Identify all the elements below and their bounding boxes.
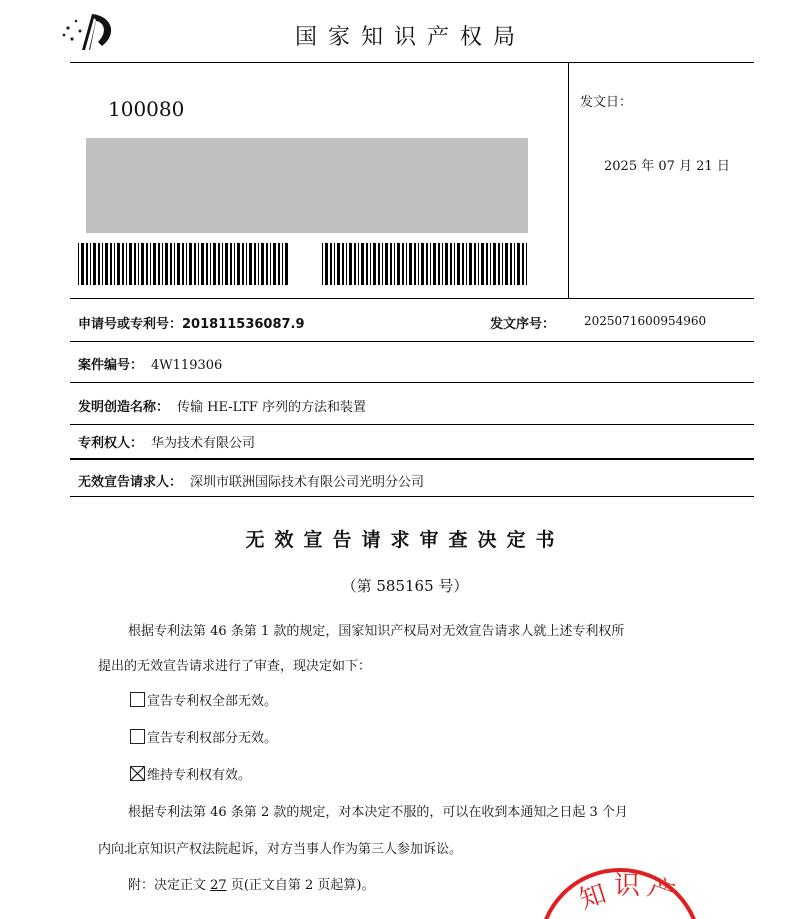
fields-rule-top [70, 298, 754, 299]
requester-row [78, 471, 424, 490]
barcode-bar [206, 243, 208, 285]
barcode-bar [522, 243, 524, 285]
application-number-value: 201811536087.9 [182, 317, 305, 332]
barcode-bar [237, 243, 240, 285]
barcode-bar [469, 243, 472, 285]
barcode-bar [474, 243, 476, 285]
barcode-bar [514, 243, 515, 285]
barcode-bar [266, 243, 268, 285]
barcode-bar [273, 243, 276, 285]
barcode-bar [433, 243, 436, 285]
barcode-bar [382, 243, 383, 285]
barcode-bar [510, 243, 512, 285]
cnipa-logo [58, 8, 120, 56]
dispatch-date-label: 发文日： [580, 95, 633, 110]
barcode-bar [182, 243, 184, 285]
checkbox-invalid-all [130, 692, 145, 707]
option-maintain [130, 764, 251, 783]
barcode-bar [390, 243, 392, 285]
para2-line1: 根据专利法第 46 条第 2 款的规定，对本决定不服的，可以在收到本通知之日起 3 个月 [128, 805, 628, 820]
barcode-bar [122, 243, 124, 285]
barcode-left [78, 243, 288, 285]
barcode-bar [445, 243, 448, 285]
patentee-value: 华为技术有限公司 [151, 436, 256, 451]
dispatch-seq-label: 发文序号： [490, 317, 556, 332]
barcode-bar [397, 243, 400, 285]
barcode-bar [366, 243, 368, 285]
barcode-bar [186, 243, 187, 285]
attachment-note [128, 874, 375, 893]
dispatch-seq-value: 2025071600954960 [584, 314, 707, 328]
barcode-bar [189, 243, 192, 285]
barcode-bar [126, 243, 127, 285]
fields-rule-3 [70, 424, 754, 425]
barcode-bar [138, 243, 139, 285]
barcode-bar [254, 243, 256, 285]
barcode-bar [358, 243, 359, 285]
barcode-bar [213, 243, 216, 285]
barcode-bar [505, 243, 508, 285]
barcode-bar [150, 243, 151, 285]
case-number-value: 4W119306 [151, 358, 223, 373]
invention-name-label: 发明创造名称： [78, 400, 170, 415]
barcode-bar [349, 243, 352, 285]
fields-rule-1 [70, 341, 754, 342]
svg-text:识: 识 [614, 871, 641, 901]
barcode-bar [426, 243, 428, 285]
barcode-bar [222, 243, 223, 285]
option-maintain-label: 维持专利权有效。 [147, 768, 252, 783]
barcode-bar [234, 243, 235, 285]
barcode-bar [526, 243, 527, 285]
barcode-bar [141, 243, 144, 285]
barcode-bar [354, 243, 356, 285]
barcode-bar [170, 243, 172, 285]
barcode-bar [134, 243, 136, 285]
barcode-bar [114, 243, 115, 285]
attachment-pages: 27 [210, 878, 227, 893]
option-invalid-all-label: 宣告专利权全部无效。 [147, 694, 278, 709]
redacted-address-block [86, 138, 528, 233]
barcode-bar [478, 243, 479, 285]
barcode-right [322, 243, 530, 285]
barcode-bar [454, 243, 455, 285]
svg-text:产: 产 [643, 872, 679, 910]
fields-rule-bottom [70, 496, 754, 497]
barcode-bar [146, 243, 148, 285]
barcode-bar [174, 243, 175, 285]
barcode-bar [117, 243, 120, 285]
barcode-bar [502, 243, 503, 285]
barcode-bar [486, 243, 488, 285]
barcode-bar [81, 243, 84, 285]
barcode-bar [418, 243, 419, 285]
checkbox-invalid-part [130, 729, 145, 744]
barcode-bar [466, 243, 467, 285]
barcode-bar [230, 243, 232, 285]
barcode-bar [153, 243, 156, 285]
barcode-bar [93, 243, 96, 285]
header-divider [568, 62, 569, 298]
barcode-bar [517, 243, 520, 285]
option-invalid-part [130, 727, 277, 746]
barcode-bar [378, 243, 380, 285]
barcode-bar [198, 243, 199, 285]
barcode-bar [337, 243, 340, 285]
barcode-bar [90, 243, 91, 285]
barcode-bar [242, 243, 244, 285]
barcode-bar [261, 243, 264, 285]
barcode-bar [258, 243, 259, 285]
barcode-bar [86, 243, 88, 285]
barcode-bar [249, 243, 252, 285]
barcode-bar [498, 243, 500, 285]
fields-rule-4 [70, 458, 754, 460]
option-invalid-part-label: 宣告专利权部分无效。 [147, 731, 278, 746]
invention-name-value: 传输 HE-LTF 序列的方法和装置 [177, 400, 367, 415]
barcode-bar [110, 243, 112, 285]
barcode-bar [129, 243, 132, 285]
dispatch-date: 2025 年 07 月 21 日 [604, 159, 730, 174]
decision-title: 无效宣告请求审查决定书 [245, 529, 565, 551]
barcode-bar [370, 243, 371, 285]
barcode-bar [481, 243, 484, 285]
header-rule [70, 62, 754, 63]
barcode-bar [282, 243, 283, 285]
barcode-bar [442, 243, 443, 285]
barcode-bar [194, 243, 196, 285]
para1-line2: 提出的无效宣告请求进行了审查，现决定如下： [98, 659, 372, 674]
barcode-bar [270, 243, 271, 285]
barcode-bar [105, 243, 108, 285]
barcode-bar [330, 243, 332, 285]
barcode-bar [322, 243, 323, 285]
decision-number: （第 585165 号） [341, 577, 469, 595]
option-invalid-all [130, 690, 277, 709]
barcode-bar [430, 243, 431, 285]
barcode-bar [165, 243, 168, 285]
barcode-bar [278, 243, 280, 285]
barcode-bar [201, 243, 204, 285]
barcode-bar [177, 243, 180, 285]
barcode-bar [373, 243, 376, 285]
barcode-bar [246, 243, 247, 285]
case-number-row [78, 354, 222, 373]
attachment-suffix: 页(正文自第 2 页起算)。 [226, 878, 375, 893]
para2-line2: 内向北京知识产权法院起诉，对方当事人作为第三人参加诉讼。 [98, 842, 463, 857]
barcode-bar [421, 243, 424, 285]
application-number-label: 申请号或专利号： [78, 317, 183, 332]
invention-name-row [78, 396, 366, 415]
svg-text:知: 知 [575, 878, 610, 916]
barcode-bar [493, 243, 496, 285]
application-number-row [78, 313, 305, 332]
barcode-bar [342, 243, 344, 285]
barcode-bar [394, 243, 395, 285]
patentee-label: 专利权人： [78, 436, 144, 451]
barcode-bar [162, 243, 163, 285]
barcode-bar [414, 243, 416, 285]
office-name: 国家知识产权局 [295, 25, 527, 50]
barcode-bar [409, 243, 412, 285]
barcode-bar [406, 243, 407, 285]
barcode-bar [210, 243, 211, 285]
barcode-bar [450, 243, 452, 285]
barcode-bar [102, 243, 103, 285]
postcode: 100080 [108, 97, 185, 121]
barcode-bar [385, 243, 388, 285]
barcode-bar [78, 243, 79, 285]
barcode-bar [158, 243, 160, 285]
patentee-row [78, 432, 255, 451]
para1-line1: 根据专利法第 46 条第 1 款的规定，国家知识产权局对无效宣告请求人就上述专利权所 [128, 624, 625, 639]
barcode-bar [285, 243, 288, 285]
barcode-bar [462, 243, 464, 285]
barcode-bar [490, 243, 491, 285]
barcode-bar [225, 243, 228, 285]
case-number-label: 案件编号： [78, 358, 144, 373]
barcode-bar [402, 243, 404, 285]
barcode-bar [334, 243, 335, 285]
barcode-bar [325, 243, 328, 285]
requester-value: 深圳市联洲国际技术有限公司光明分公司 [190, 475, 425, 490]
requester-label: 无效宣告请求人： [78, 475, 183, 490]
barcode-bar [361, 243, 364, 285]
checkbox-maintain-checked [130, 766, 145, 781]
barcode-bar [457, 243, 460, 285]
barcode-bar [218, 243, 220, 285]
barcode-bar [438, 243, 440, 285]
attachment-prefix: 附：决定正文 [128, 878, 211, 893]
official-seal [530, 858, 710, 919]
fields-rule-2 [70, 382, 754, 383]
barcode-bar [346, 243, 347, 285]
barcode-bar [98, 243, 100, 285]
